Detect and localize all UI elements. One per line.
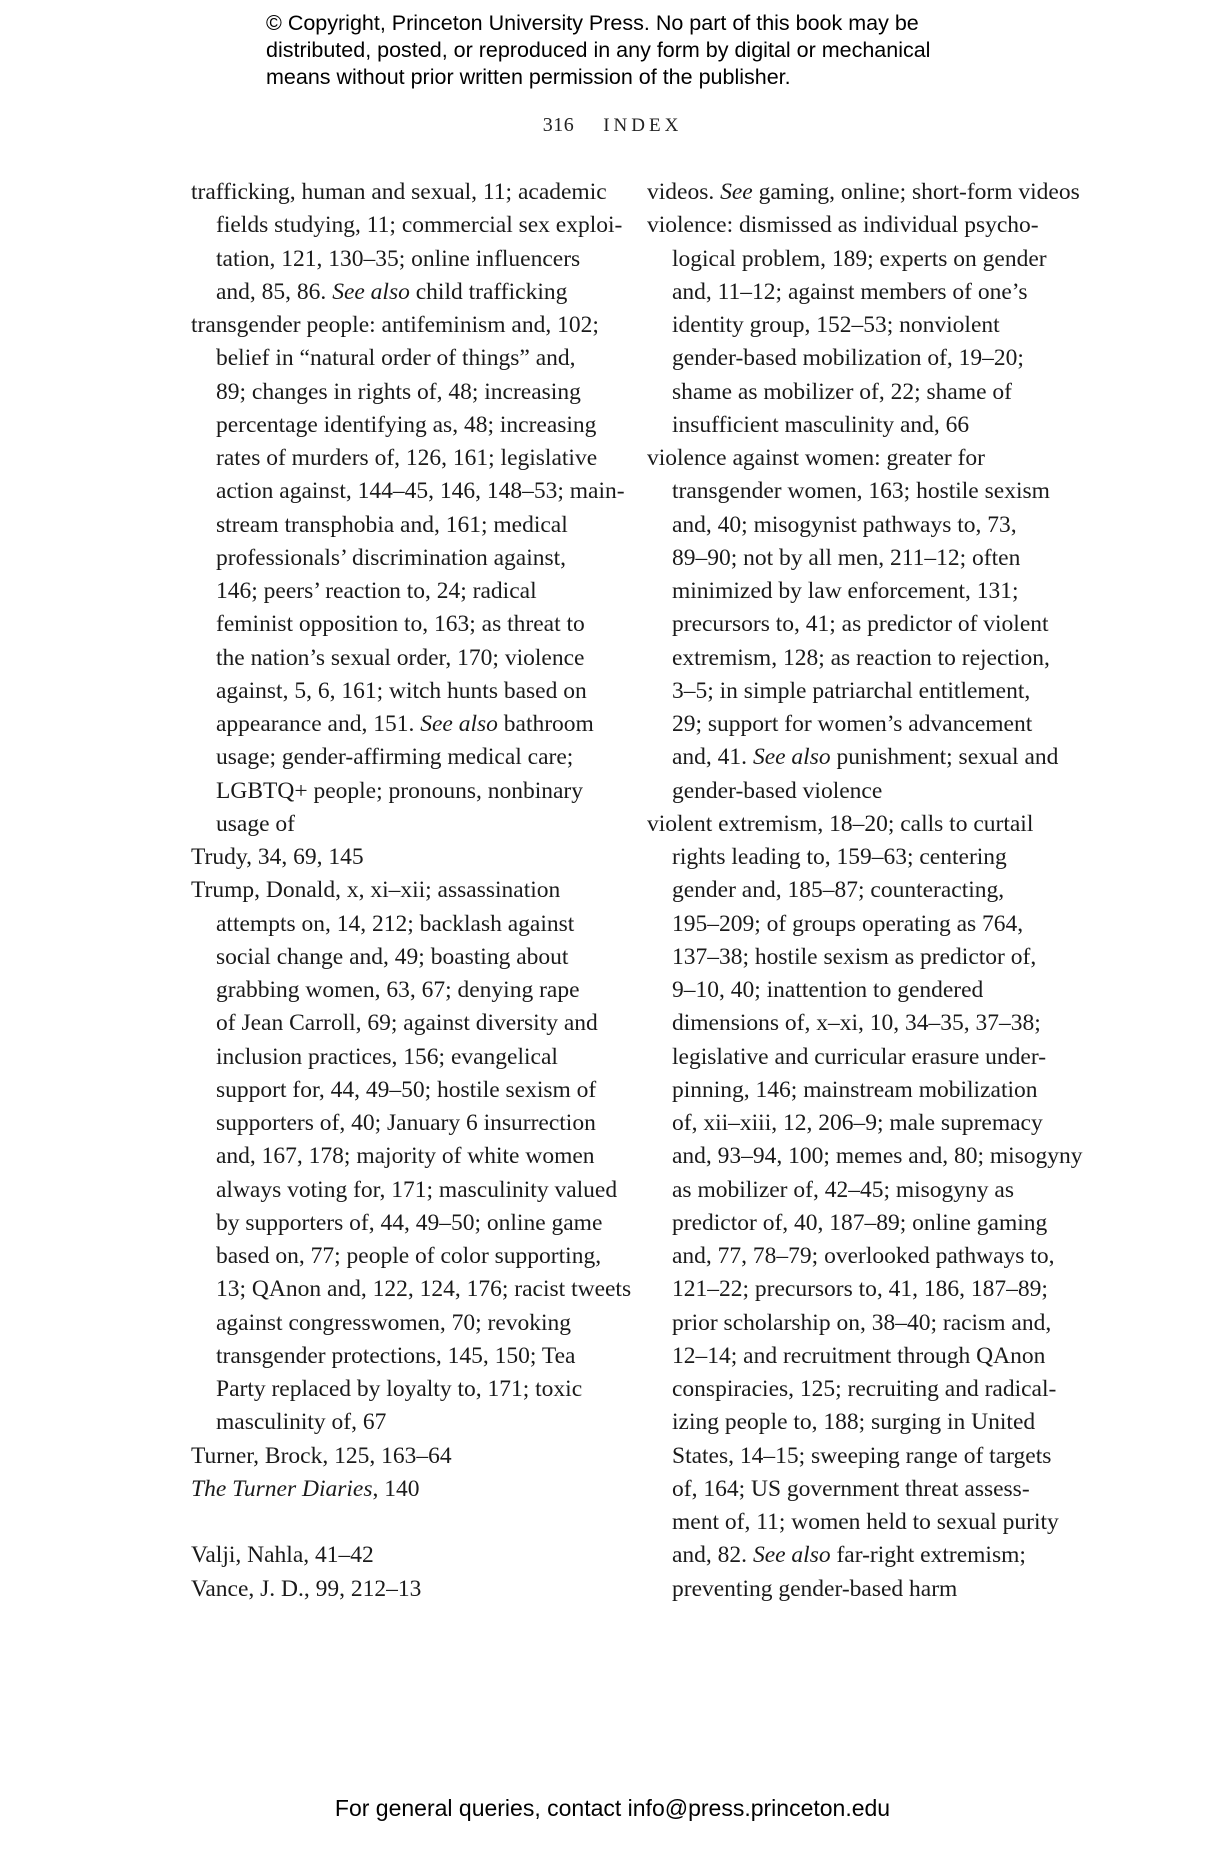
index-entry-line: ment of, 11; women held to sexual purity: [672, 1509, 1059, 1535]
index-entry-line: usage of: [216, 810, 295, 837]
index-entry-line: the nation’s sexual order, 170; violence: [216, 644, 585, 671]
index-column-left: [191, 176, 632, 1606]
index-entry-line: extremism, 128; as reaction to rejection,: [672, 644, 1050, 671]
index-entry-line: precursors to, 41; as predictor of violent: [672, 611, 1049, 638]
page-number: 316: [542, 114, 575, 136]
footer-contact: For general queries, contact info@press.princeton.edu: [334, 1795, 891, 1821]
index-entry: [647, 442, 1067, 808]
index-entry: [647, 209, 1067, 442]
index-entry-line: and, 40; misogynist pathways to, 73,: [672, 511, 1017, 538]
index-entry-line: Vance, J. D., 99, 212–13: [191, 1575, 422, 1602]
index-entry-line: insufficient masculinity and, 66: [672, 411, 970, 438]
index-entry-line: identity group, 152–53; nonviolent: [672, 312, 1000, 338]
index-entry-line: and, 11–12; against members of one’s: [672, 278, 1028, 305]
index-entry-line: predictor of, 40, 187–89; online gaming: [672, 1209, 1048, 1236]
index-entry-line: social change and, 49; boasting about: [216, 943, 569, 970]
index-entry-line: pinning, 146; mainstream mobilization: [672, 1076, 1038, 1103]
index-entry-line: 121–22; precursors to, 41, 186, 187–89;: [672, 1276, 1048, 1303]
index-entry-line: violent extremism, 18–20; calls to curtail: [647, 810, 1034, 837]
index-entry-line: masculinity of, 67: [216, 1409, 387, 1436]
index-entry-line: against congresswomen, 70; revoking: [216, 1309, 572, 1336]
index-entry-line: against, 5, 6, 161; witch hunts based on: [216, 677, 587, 704]
index-entry-line: and, 82. See also far-right extremism;: [672, 1542, 1026, 1569]
index-entry-line: Valji, Nahla, 41–42: [191, 1542, 374, 1569]
index-entry-line: of, 164; US government threat assess-: [672, 1475, 1030, 1502]
index-entry-line: transgender protections, 145, 150; Tea: [216, 1342, 576, 1369]
index-entry-line: Turner, Brock, 125, 163–64: [191, 1442, 452, 1469]
index-entry: [191, 874, 632, 1439]
index-entry-line: rates of murders of, 126, 161; legislative: [216, 445, 598, 471]
index-entry: [191, 176, 623, 309]
index-entry-line: minimized by law enforcement, 131;: [672, 578, 1019, 604]
index-entry-line: transgender women, 163; hostile sexism: [672, 478, 1050, 505]
index-entry-line: of, xii–xiii, 12, 206–9; male supremacy: [672, 1110, 1043, 1136]
copyright-line: means without prior written permission of the publisher.: [266, 65, 791, 89]
index-column-right: [647, 176, 1083, 1606]
index-entry-line: and, 93–94, 100; memes and, 80; misogyny: [672, 1143, 1083, 1170]
index-entry-line: 89–90; not by all men, 211–12; often: [672, 544, 1021, 571]
index-entry-line: logical problem, 189; experts on gender: [672, 245, 1047, 272]
index-entry-line: conspiracies, 125; recruiting and radical-: [672, 1376, 1057, 1402]
index-entry: [647, 808, 1083, 1606]
section-title: INDEX: [603, 115, 683, 136]
index-entry-line: appearance and, 151. See also bathroom: [216, 711, 594, 737]
index-entry-line: gender and, 185–87; counteracting,: [672, 877, 1005, 904]
index-entry-line: videos. See gaming, online; short-form videos: [647, 179, 1080, 205]
index-entry-line: gender-based mobilization of, 19–20;: [672, 345, 1024, 372]
running-head: [0, 114, 1225, 137]
index-entry-line: Trump, Donald, x, xi–xii; assassination: [191, 877, 561, 904]
index-entry-line: based on, 77; people of color supporting,: [216, 1243, 602, 1269]
index-entry-line: transgender people: antifeminism and, 102;: [191, 312, 599, 338]
index-entry-line: belief in “natural order of things” and,: [216, 345, 576, 372]
index-entry-line: rights leading to, 159–63; centering: [672, 844, 1007, 870]
index-entry-line: always voting for, 171; masculinity valued: [216, 1176, 618, 1203]
index-entry-line: LGBTQ+ people; pronouns, nonbinary: [216, 777, 584, 804]
index-entry-line: shame as mobilizer of, 22; shame of: [672, 378, 1013, 405]
index-entry-line: 29; support for women’s advancement: [672, 711, 1033, 737]
index-entry-line: feminist opposition to, 163; as threat to: [216, 611, 585, 638]
index-entry-line: and, 41. See also punishment; sexual and: [672, 744, 1059, 771]
index-entry-line: 146; peers’ reaction to, 24; radical: [216, 578, 537, 604]
index-entry-line: legislative and curricular erasure under-: [672, 1043, 1047, 1070]
index-entry-line: and, 85, 86. See also child trafficking: [216, 278, 568, 305]
index-entry-line: gender-based violence: [672, 777, 883, 804]
index-entry-line: 3–5; in simple patriarchal entitlement,: [672, 677, 1031, 704]
index-entry-line: 137–38; hostile sexism as predictor of,: [672, 943, 1037, 970]
index-entry-line: dimensions of, x–xi, 10, 34–35, 37–38;: [672, 1010, 1041, 1037]
index-entry-line: 12–14; and recruitment through QAnon: [672, 1342, 1046, 1369]
index-entry-line: percentage identifying as, 48; increasing: [216, 411, 597, 438]
copyright-notice: [266, 10, 986, 91]
index-entry-line: supporters of, 40; January 6 insurrection: [216, 1110, 596, 1136]
index-entry: [191, 1440, 611, 1473]
index-entry-line: 89; changes in rights of, 48; increasing: [216, 378, 581, 405]
index-entry-line: usage; gender-affirming medical care;: [216, 744, 574, 771]
index-entry-line: as mobilizer of, 42–45; misogyny as: [672, 1176, 1015, 1203]
index-entry-line: Trudy, 34, 69, 145: [191, 844, 364, 870]
copyright-line: distributed, posted, or reproduced in any form by digital or mechanical: [266, 38, 931, 62]
index-entry-line: support for, 44, 49–50; hostile sexism of: [216, 1076, 597, 1103]
index-entry-line: stream transphobia and, 161; medical: [216, 511, 568, 538]
index-entry-line: izing people to, 188; surging in United: [672, 1409, 1036, 1436]
index-entry-line: attempts on, 14, 212; backlash against: [216, 910, 575, 937]
index-entry-line: States, 14–15; sweeping range of targets: [672, 1442, 1052, 1469]
index-entry: [191, 841, 611, 874]
index-entry: [191, 1539, 611, 1572]
index-entry-line: trafficking, human and sexual, 11; academic: [191, 179, 607, 205]
index-entry-line: by supporters of, 44, 49–50; online game: [216, 1209, 603, 1236]
index-entry-line: tation, 121, 130–35; online influencers: [216, 245, 581, 272]
index-entry-line: violence against women: greater for: [647, 445, 985, 471]
index-entry: [191, 1573, 611, 1606]
index-entry-line: Party replaced by loyalty to, 171; toxic: [216, 1376, 583, 1402]
index-entry-line: 13; QAnon and, 122, 124, 176; racist tweets: [216, 1276, 632, 1303]
index-entry: [191, 1473, 611, 1506]
index-entry-line: The Turner Diaries, 140: [191, 1475, 420, 1502]
index-entry-line: fields studying, 11; commercial sex exploi-: [216, 212, 623, 239]
index-entry-line: preventing gender-based harm: [672, 1575, 958, 1602]
index-entry: [191, 309, 625, 841]
index-entry-line: 195–209; of groups operating as 764,: [672, 910, 1024, 937]
index-entry-line: inclusion practices, 156; evangelical: [216, 1043, 558, 1070]
index-entry-line: violence: dismissed as individual psycho-: [647, 212, 1039, 239]
index-entry-line: grabbing women, 63, 67; denying rape: [216, 977, 580, 1003]
index-entry-line: professionals’ discrimination against,: [216, 544, 567, 571]
index-entry-line: and, 77, 78–79; overlooked pathways to,: [672, 1243, 1055, 1269]
index-entry-line: and, 167, 178; majority of white women: [216, 1143, 595, 1170]
copyright-line: © Copyright, Princeton University Press. No part of this book may be: [266, 11, 919, 35]
index-entry: [647, 176, 1080, 209]
index-entry-line: of Jean Carroll, 69; against diversity and: [216, 1010, 598, 1037]
index-entry-line: action against, 144–45, 146, 148–53; main-: [216, 478, 625, 505]
index-entry-line: prior scholarship on, 38–40; racism and,: [672, 1309, 1052, 1336]
index-entry-line: 9–10, 40; inattention to gendered: [672, 977, 984, 1003]
